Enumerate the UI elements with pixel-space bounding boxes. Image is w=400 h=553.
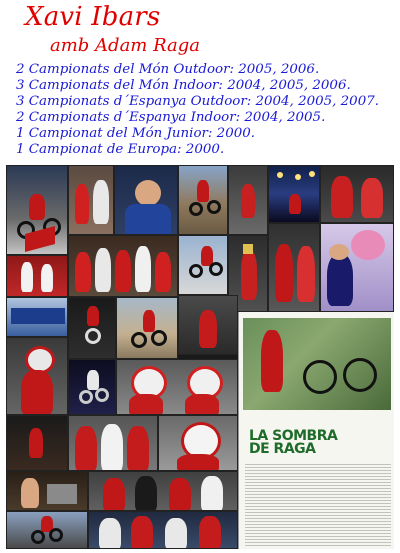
photo-mascot xyxy=(320,223,394,312)
photo-team-cap xyxy=(88,471,238,511)
photo-indoor-jump xyxy=(68,359,116,415)
achievement-item: 2 Campionats d´Espanya Indoor: 2004, 2005. xyxy=(16,110,326,125)
photo-kneel-rider xyxy=(178,295,238,355)
photo-ramp-ride xyxy=(116,297,178,359)
photo-helmet-close xyxy=(158,415,238,471)
achievement-item: 2 Campionats del Món Outdoor: 2005, 2006. xyxy=(16,62,320,77)
photo-collage xyxy=(6,165,394,549)
photo-team-trio xyxy=(68,415,158,471)
photo-mechanic xyxy=(6,471,88,511)
magazine-body-text xyxy=(245,462,391,546)
magazine-headline-line1: LA SOMBRA xyxy=(249,428,338,444)
magazine-headline xyxy=(249,430,337,456)
achievement-item: 1 Campionat de Europa: 2000. xyxy=(16,142,225,157)
photo-riders-pit xyxy=(68,165,114,235)
achievements-list xyxy=(16,62,379,158)
photo-riders-podium xyxy=(268,223,320,312)
photo-crowd-rider xyxy=(228,165,268,235)
photo-air-jump xyxy=(178,235,228,295)
photo-portrait-cap xyxy=(114,165,178,235)
magazine-clipping xyxy=(238,312,394,549)
magazine-photo xyxy=(243,318,391,410)
photo-helmets-duo xyxy=(116,359,238,415)
photo-team-group xyxy=(68,235,178,297)
achievement-item: 3 Campionats del Món Indoor: 2004, 2005, 2006. xyxy=(16,78,351,93)
achievement-item: 3 Campionats d´Espanya Outdoor: 2004, 2005, 2007. xyxy=(16,94,379,109)
magazine-headline-line2: DE RAGA xyxy=(249,441,316,457)
photo-podium-red xyxy=(6,255,68,297)
photo-trial-jump xyxy=(6,165,68,255)
photo-sponsor-group xyxy=(88,511,238,549)
photo-indoor-stage xyxy=(268,165,320,223)
photo-sponsor-banner xyxy=(6,297,68,337)
photo-rocks-ride xyxy=(178,165,228,235)
photo-rider-red-team xyxy=(320,165,394,223)
photo-wheelie xyxy=(68,297,116,359)
poster-subtitle: amb Adam Raga xyxy=(50,35,201,56)
poster-title: Xavi Ibars xyxy=(25,2,161,32)
achievement-item: 1 Campionat del Món Junior: 2000. xyxy=(16,126,256,141)
photo-garage-night xyxy=(6,415,68,471)
photo-helmet-rider xyxy=(6,337,68,415)
photo-stunt-air xyxy=(6,511,88,549)
